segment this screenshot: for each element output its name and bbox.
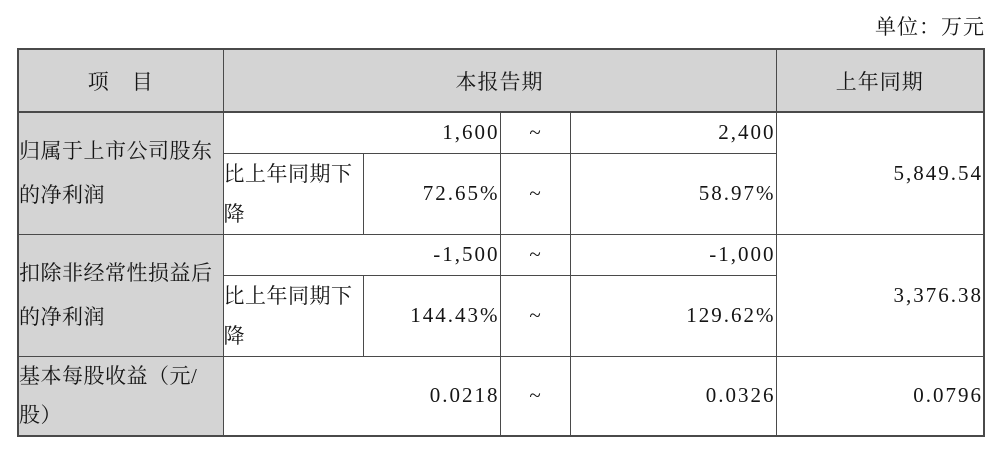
unit-label: 单位：万元 [875,15,985,39]
tilde-separator: ~ [500,356,570,436]
sublabel-deducted-profit-decline: 比上年同期下降 [223,275,363,356]
deducted-profit-range-low: -1,500 [223,234,500,275]
deducted-profit-prior-year: 3,376.38 [776,234,984,356]
row-eps [18,356,984,436]
net-profit-prior-year: 5,849.54 [776,112,984,234]
deducted-profit-range-high: -1,000 [570,234,776,275]
deducted-profit-pct-low: 144.43% [363,275,500,356]
net-profit-pct-high: 58.97% [570,153,776,234]
net-profit-pct-low: 72.65% [363,153,500,234]
tilde-separator: ~ [500,234,570,275]
tilde-separator: ~ [500,275,570,356]
header-row [18,49,984,112]
tilde-separator: ~ [500,153,570,234]
net-profit-range-low: 1,600 [223,112,500,153]
header-current-period: 本报告期 [223,49,776,112]
eps-prior-year: 0.0796 [776,356,984,436]
label-deducted-profit: 扣除非经常性损益后的净利润 [18,234,223,356]
header-item: 项 目 [18,49,223,112]
deducted-profit-pct-high: 129.62% [570,275,776,356]
profit-forecast-table [17,48,985,437]
label-eps: 基本每股收益（元/股） [18,356,223,436]
row-net-profit-range [18,112,984,153]
sublabel-net-profit-decline: 比上年同期下降 [223,153,363,234]
net-profit-range-high: 2,400 [570,112,776,153]
tilde-separator: ~ [500,112,570,153]
header-prior-period: 上年同期 [776,49,984,112]
eps-range-low: 0.0218 [223,356,500,436]
label-net-profit: 归属于上市公司股东的净利润 [18,112,223,234]
row-deducted-profit-range [18,234,984,275]
eps-range-high: 0.0326 [570,356,776,436]
